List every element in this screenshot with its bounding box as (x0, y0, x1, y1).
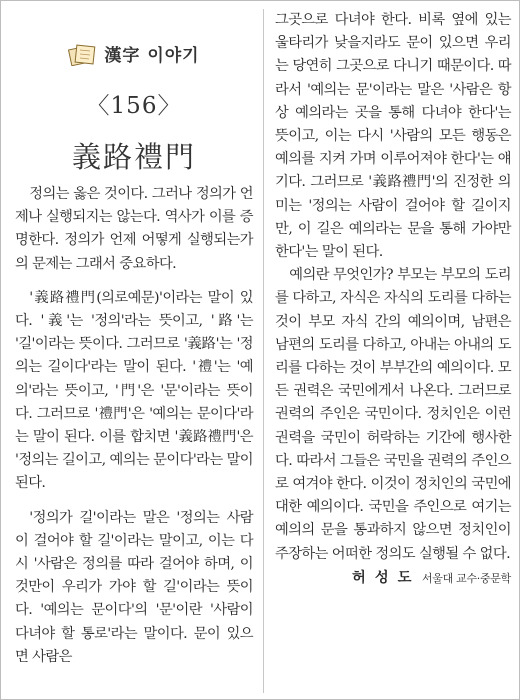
paragraph: 정의는 옳은 것이다. 그러나 정의가 언제나 실행되지는 않는다. 역사가 이를 증명한다. 정의가 언제 어떻게 실행되는가의 문제는 그래서 중요하다. (15, 186, 253, 272)
episode-number: 〈156〉 (86, 93, 182, 119)
paragraph: 예의란 무엇인가? 부모는 부모의 도리를 다하고, 자식은 자식의 도리를 다하는 것이 부모 자식 간의 예의이며, 남편은 남편의 도리를 다하고, 아내는 아내의 도리를 다하는 것이 부부간의 예의이다. 모든 권력은 국민에게서 나온다. 그러므로 권력의 주인은 국민이다. 정치인은 이런 권력을 국민이 허락하는 기간에 행사한다. 따라서 그들은 국민을 권력의 주인으로 여겨야 한다. 이것이 정치인의 국민에 대한 예의이다. 국민을 주인으로 여기는 예의의 문을 통과하지 않으면 정치인이 주장하는 어떠한 정의도 실행될 수 없다. (275, 267, 511, 562)
left-column (15, 15, 253, 695)
article-header (15, 15, 253, 183)
byline (275, 567, 511, 590)
article-title: 義路禮門 (71, 140, 196, 174)
paragraph: '정의가 길'이라는 말은 '정의는 사람이 걸어야 할 길'이라는 말이고, 이는 다시 '사람은 정의를 따라 걸어야 하며, 이것만이 우리가 가야 할 길'이라는 뜻이다. '예의는 문이다'의 '문'이란 '사람이 다녀야 할 통로'라는 말이다. 문이 있으면 사람은 (15, 509, 253, 665)
author-affiliation: 서울대 교수·중문학 (421, 571, 511, 585)
author-name: 허 성 도 (352, 569, 414, 586)
paragraph: '義路禮門(의로예문)'이라는 말이 있다. '義'는 '정의'라는 뜻이고, '路'는 '길'이라는 뜻이다. 그러므로 '義路'는 '정의는 길이다'라는 말이 된다. '禮'는 '예의'라는 뜻이고, '門'은 '문'이라는 뜻이다. 그러므로 '禮門'은 '예의는 문이다'라는 말이 된다. 이를 합치면 '義路禮門'은 '정의는 길이고, 예의는 문이다'라는 말이 된다. (15, 289, 253, 492)
book-icon (68, 42, 98, 66)
paragraph: 그곳으로 다녀야 한다. 비록 옆에 있는 울타리가 낮을지라도 문이 있으면 우리는 당연히 그곳으로 다니기 때문이다. 따라서 '예의는 문'이라는 말은 '사람은 항상 예의라는 곳을 통해 다녀야 한다'는 뜻이고, 이는 다시 '사람의 모든 행동은 예의를 지켜 가며 이루어져야 한다'는 얘기다. 그러므로 '義路禮門'의 진정한 의미는 '정의는 사람이 걸어야 할 길이지만, 이 길은 예의라는 문을 통해 가야만 한다'는 말이 된다. (275, 12, 511, 261)
column-divider (263, 9, 264, 693)
right-column (275, 9, 511, 699)
series-title: 漢字 이야기 (104, 46, 200, 66)
series-heading (15, 41, 253, 66)
